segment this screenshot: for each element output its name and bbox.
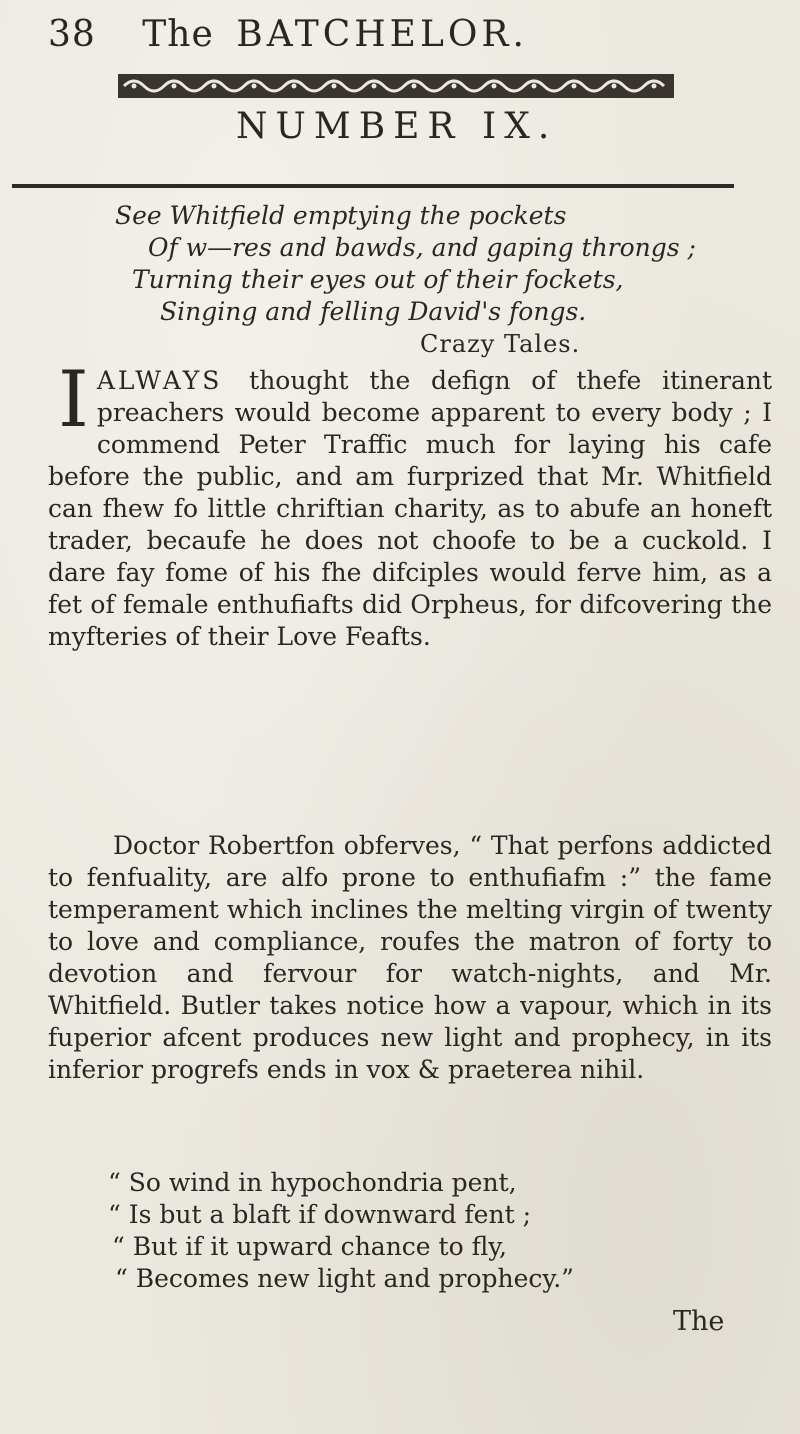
horizontal-rule (12, 184, 734, 188)
section-heading: NUMBER IX. (236, 106, 558, 147)
verse-line: “ So wind in hypochondria pent, (108, 1168, 517, 1197)
verse-line: “ Becomes new light and prophecy.” (115, 1264, 574, 1293)
paragraph-2: Doctor Robertfon obferves, “ That perfons addicted to fenfuality, are alfo prone to enthufiafm :” the fame temperament which inclines the melting virgin of twenty to love and compliance, roufes the matron of forty to devotion and fervour for watch-nights, and Mr. Whitfield. Butler takes notice how a vapour, which in its fuperior afcent produces new light and prophecy, in its inferior progrefs ends in vox & praeterea nihil. (48, 831, 772, 1084)
running-head-prefix: The (142, 14, 214, 55)
decorative-border-ornament (118, 72, 674, 100)
catchword: The (673, 1306, 725, 1337)
running-head-title: BATCHELOR. (236, 14, 528, 55)
epigraph-line: See Whitfield emptying the pockets (115, 201, 567, 230)
paragraph-1-text: thought the defign of thefe itinerant preachers would become apparent to every body ; I commend Peter Traffic much for laying his cafe before the public, and am furprized that Mr. Whitfield can fhew fo little chriftian charity, as to abufe an honeft trader, becaufe he does not choofe to be a cuckold. I dare fay fome of his fhe difciples would ferve him, as a fet of female enthufiafts did Orpheus, for difcovering the myfteries of their Love Feafts. (48, 366, 772, 651)
epigraph-line: Singing and felling David's fongs. (160, 297, 587, 326)
page-number: 38 (48, 14, 96, 55)
opening-caps: ALWAYS (96, 366, 223, 395)
verse-line: “ Is but a blaft if downward fent ; (108, 1200, 531, 1229)
paragraph-1 (48, 355, 772, 653)
drop-cap: I (58, 355, 89, 445)
epigraph-source: Crazy Tales. (420, 330, 581, 358)
verse-line: “ But if it upward chance to fly, (112, 1232, 508, 1261)
epigraph-line: Of w—res and bawds, and gaping throngs ; (148, 233, 696, 262)
epigraph-line: Turning their eyes out of their fockets, (132, 265, 624, 294)
running-head (48, 14, 608, 55)
